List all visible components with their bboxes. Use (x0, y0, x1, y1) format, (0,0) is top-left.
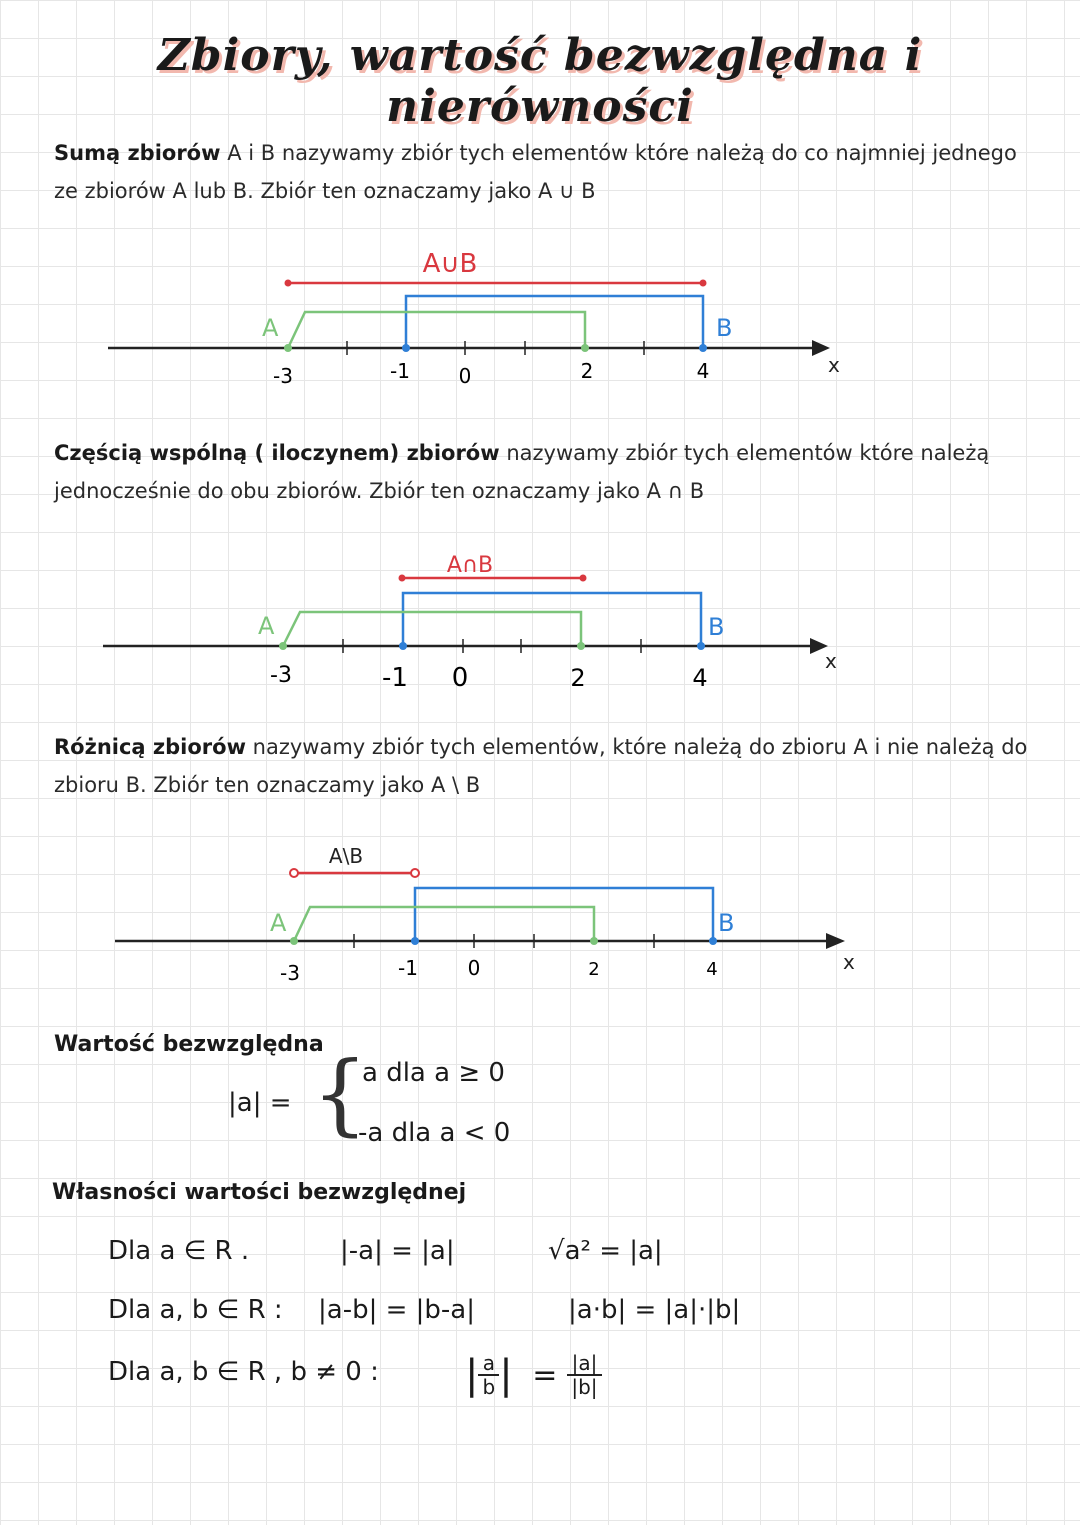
difference-result-end-open (411, 869, 419, 877)
brace-icon: { (312, 1042, 368, 1145)
intersection-definition (54, 434, 1044, 510)
union-point-b-end (699, 344, 707, 352)
absolute-value-heading: Wartość bezwzględna (54, 1032, 324, 1057)
intersection-point-b-start (399, 642, 407, 650)
property-row3-condition: Dla a, b ∈ R , b ≠ 0 : (108, 1357, 379, 1387)
difference-point-a-end (590, 937, 598, 945)
intersection-diagram (0, 540, 1080, 700)
property-row3-fraction (478, 1352, 499, 1398)
union-set-b-label: B (716, 314, 733, 342)
difference-set-b-label: B (718, 909, 735, 937)
union-text: A i B nazywamy zbiór tych elementów które należą do co najmniej jednego ze zbiorów A lub B. Zbiór ten oznaczamy jako A ∪ B (54, 141, 1017, 203)
intersection-set-b-label: B (708, 613, 725, 641)
union-set-a (288, 312, 585, 348)
intersection-text: nazywamy zbiór tych elementów które należą jednocześnie do obu zbiorów. Zbiór ten oznaczamy jako A ∩ B (54, 441, 990, 503)
union-diagram (0, 240, 1080, 400)
difference-tick-label: 2 (588, 959, 600, 980)
difference-axis-label: x (843, 950, 855, 974)
union-result-end (700, 280, 707, 287)
union-tick-label: -3 (273, 364, 293, 388)
property-row3-result (567, 1352, 601, 1398)
intersection-result-start (399, 575, 406, 582)
properties-heading: Własności wartości bezwzględnej (52, 1180, 467, 1205)
absolute-case-positive: a dla a ≥ 0 (362, 1058, 505, 1088)
union-axis-label: x (828, 353, 840, 377)
difference-set-b (415, 888, 713, 941)
difference-result-start-open (290, 869, 298, 877)
intersection-result-label: A∩B (446, 553, 494, 578)
intersection-point-b-end (697, 642, 705, 650)
difference-term: Różnicą zbiorów (54, 735, 246, 759)
intersection-tick-label: 4 (692, 664, 708, 692)
intersection-term: Częścią wspólną ( iloczynem) zbiorów (54, 441, 500, 465)
difference-point-b-start (411, 937, 419, 945)
intersection-set-b (403, 593, 701, 646)
property-row1-formula1: |-a| = |a| (340, 1236, 455, 1266)
union-definition (54, 134, 1044, 210)
intersection-result-end (580, 575, 587, 582)
union-tick-label: 4 (696, 359, 710, 383)
difference-tick-label: -3 (280, 961, 300, 985)
union-set-a-label: A (262, 314, 279, 342)
union-term: Sumą zbiorów (54, 141, 221, 165)
property-row3-result-numerator: |a| (567, 1352, 601, 1376)
difference-definition (54, 728, 1044, 804)
intersection-point-a-end (577, 642, 585, 650)
union-tick-label: -1 (390, 359, 410, 383)
union-point-a-end (581, 344, 589, 352)
difference-point-a-start (290, 937, 298, 945)
intersection-tick-label: -3 (270, 663, 292, 688)
difference-diagram (0, 835, 1080, 995)
union-result-start (285, 280, 292, 287)
difference-tick-label: 0 (467, 956, 481, 980)
intersection-set-a-label: A (258, 612, 275, 640)
intersection-tick-label: 0 (451, 663, 469, 693)
intersection-axis-label: x (825, 649, 837, 673)
absolute-case-negative: -a dla a < 0 (358, 1118, 511, 1148)
absolute-value-lhs: |a| = (228, 1088, 292, 1118)
difference-tick-label: -1 (398, 956, 418, 980)
union-set-b (406, 296, 703, 348)
intersection-tick-label: -1 (382, 663, 408, 693)
difference-point-b-end (709, 937, 717, 945)
property-row1-condition: Dla a ∈ R . (108, 1236, 250, 1266)
property-row1-formula2: √a² = |a| (548, 1236, 663, 1266)
difference-set-a-label: A (270, 909, 287, 937)
property-row2-formula1: |a-b| = |b-a| (318, 1295, 475, 1325)
difference-axis-arrow (826, 933, 845, 949)
intersection-point-a-start (279, 642, 287, 650)
property-row2-formula2: |a·b| = |a|·|b| (568, 1295, 741, 1325)
difference-set-a (294, 907, 594, 941)
property-row2-condition: Dla a, b ∈ R : (108, 1295, 283, 1325)
property-row3-result-denominator: |b| (571, 1375, 598, 1399)
union-result-label: A∪B (422, 249, 478, 279)
property-row3-denominator: b (482, 1375, 496, 1399)
union-point-a-start (284, 344, 292, 352)
union-point-b-start (402, 344, 410, 352)
difference-result-label: A\B (328, 844, 364, 868)
page-title: Zbiory, wartość bezwzględna i nierówności (157, 30, 923, 132)
union-tick-label: 0 (458, 364, 472, 388)
property-row3-numerator: a (478, 1352, 499, 1376)
union-tick-label: 2 (580, 359, 594, 383)
difference-text: nazywamy zbiór tych elementów, które należą do zbioru A i nie należą do zbioru B. Zbiór ten oznaczamy jako A \ B (54, 735, 1028, 797)
intersection-tick-label: 2 (570, 664, 586, 692)
intersection-set-a (283, 612, 581, 646)
difference-tick-label: 4 (706, 959, 718, 980)
property-row3-formula: | $\frac{a}{b}$ | = $\frac{|a|}{|b|}$ (465, 1352, 602, 1398)
